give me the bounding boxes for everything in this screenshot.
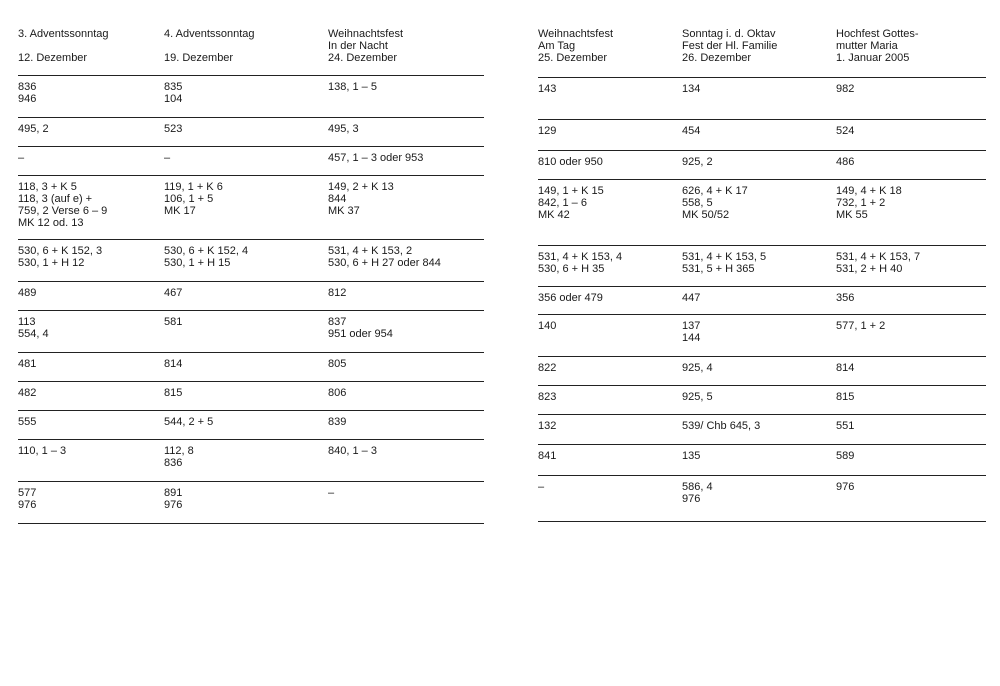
table-row (538, 415, 986, 445)
table-cell (836, 450, 986, 475)
cell-line: MK 17 (164, 205, 196, 217)
column-header-line (164, 40, 328, 52)
table-cell (836, 125, 986, 150)
table-cell (836, 420, 986, 444)
cell-line: 132 (538, 420, 557, 432)
table-cell (18, 245, 164, 281)
cell-line: 486 (836, 156, 855, 168)
table-header (538, 28, 986, 78)
cell-line: 118, 3 (auf e) + (18, 193, 93, 205)
cell-line: 149, 4 + K 18 (836, 185, 902, 197)
cell-line: 113 (18, 316, 36, 328)
table-cell (164, 316, 328, 352)
cell-line: – (538, 481, 545, 493)
table-cell (164, 416, 328, 439)
cell-line: 454 (682, 125, 701, 137)
table-cell (18, 387, 164, 410)
table-cell (538, 185, 682, 245)
table-cell (18, 152, 164, 175)
table-cell (328, 287, 484, 310)
column-header-line: Am Tag (538, 40, 576, 52)
table-cell (538, 83, 682, 119)
table-cell (164, 152, 328, 175)
column-header-line: 26. Dezember (682, 52, 752, 64)
table-cell (538, 320, 682, 356)
cell-line: MK 55 (836, 209, 868, 221)
table-cell (836, 156, 986, 179)
cell-line: 925, 4 (682, 362, 713, 374)
column-header-line: 25. Dezember (538, 52, 608, 64)
table-cell (18, 287, 164, 310)
cell-line: 531, 5 + H 365 (682, 263, 755, 275)
cell-line: 551 (836, 420, 855, 432)
cell-line: 836 (164, 457, 183, 469)
cell-line: 844 (328, 193, 347, 205)
cell-line: 812 (328, 287, 347, 299)
cell-line: 835 (164, 81, 183, 93)
cell-line: 554, 4 (18, 328, 49, 340)
table-cell (538, 450, 682, 475)
table-row (18, 240, 484, 282)
cell-line: 530, 6 + K 152, 3 (18, 245, 103, 257)
cell-line: MK 37 (328, 205, 360, 217)
table-row (538, 315, 986, 357)
table-cell (328, 387, 484, 410)
cell-line: – (328, 487, 335, 499)
table-cell (836, 251, 986, 286)
table-cell (538, 420, 682, 444)
cell-line: 925, 2 (682, 156, 713, 168)
cell-line: 129 (538, 125, 557, 137)
cell-line: 732, 1 + 2 (836, 197, 886, 209)
cell-line: 144 (682, 332, 701, 344)
cell-line: 530, 6 + K 152, 4 (164, 245, 249, 257)
table-cell (164, 181, 328, 239)
column-header-line: 4. Adventssonntag (164, 28, 255, 40)
table-row (538, 386, 986, 415)
cell-line: 822 (538, 362, 557, 374)
table-cell (538, 125, 682, 150)
cell-line: 558, 5 (682, 197, 713, 209)
cell-line: 356 oder 479 (538, 292, 603, 304)
table-row (538, 287, 986, 315)
table-cell (328, 358, 484, 381)
cell-line: 530, 1 + H 15 (164, 257, 231, 269)
cell-line: 495, 3 (328, 123, 359, 135)
column-header-line: 19. Dezember (164, 52, 234, 64)
table-cell (164, 123, 328, 146)
table-row (18, 118, 484, 147)
left-hymn-table (18, 28, 484, 524)
table-cell (538, 481, 682, 521)
table-cell (836, 362, 986, 385)
cell-line: 356 (836, 292, 855, 304)
cell-line: 839 (328, 416, 347, 428)
cell-line: 118, 3 + K 5 (18, 181, 77, 193)
table-cell (18, 445, 164, 481)
table-cell (836, 391, 986, 414)
column-header-line: 12. Dezember (18, 52, 88, 64)
cell-line: 837 (328, 316, 347, 328)
cell-line: 149, 2 + K 13 (328, 181, 394, 193)
cell-line: 581 (164, 316, 183, 328)
cell-line: 539/ Chb 645, 3 (682, 420, 761, 432)
table-cell (836, 292, 986, 314)
cell-line: 976 (18, 499, 37, 511)
cell-line: 530, 6 + H 35 (538, 263, 605, 275)
cell-line: 119, 1 + K 6 (164, 181, 223, 193)
cell-line: 586, 4 (682, 481, 713, 493)
table-row (538, 78, 986, 120)
column-header (18, 28, 164, 75)
table-row (18, 411, 484, 440)
table-cell (538, 156, 682, 179)
cell-line: 806 (328, 387, 347, 399)
cell-line: 523 (164, 123, 183, 135)
cell-line: 457, 1 – 3 oder 953 (328, 152, 424, 164)
cell-line: 531, 4 + K 153, 5 (682, 251, 767, 263)
column-header-line: 3. Adventssonntag (18, 28, 109, 40)
table-row (538, 476, 986, 522)
cell-line: 524 (836, 125, 855, 137)
table-row (18, 76, 484, 118)
cell-line: – (164, 152, 171, 164)
cell-line: 544, 2 + 5 (164, 416, 214, 428)
cell-line: 842, 1 – 6 (538, 197, 587, 209)
cell-line: MK 12 od. 13 (18, 217, 84, 229)
table-cell (164, 81, 328, 117)
column-header (328, 28, 484, 75)
table-cell (328, 152, 484, 175)
column-header (836, 28, 986, 77)
cell-line: 976 (836, 481, 855, 493)
table-row (538, 180, 986, 246)
cell-line: 577, 1 + 2 (836, 320, 886, 332)
column-header-line: Fest der Hl. Familie (682, 40, 778, 52)
table-cell (682, 362, 836, 385)
column-header-line: 24. Dezember (328, 52, 398, 64)
cell-line: 530, 6 + H 27 oder 844 (328, 257, 441, 269)
cell-line: 481 (18, 358, 37, 370)
cell-line: 531, 4 + K 153, 4 (538, 251, 623, 263)
column-header (164, 28, 328, 75)
column-header-line: Sonntag i. d. Oktav (682, 28, 776, 40)
cell-line: 982 (836, 83, 855, 95)
table-cell (682, 185, 836, 245)
table-cell (328, 416, 484, 439)
cell-line: 112, 8 (164, 445, 194, 457)
table-cell (18, 123, 164, 146)
table-cell (538, 251, 682, 286)
table-cell (164, 487, 328, 523)
table-header (18, 28, 484, 76)
table-cell (836, 481, 986, 521)
table-row (18, 147, 484, 176)
table-cell (682, 320, 836, 356)
table-cell (682, 292, 836, 314)
cell-line: 104 (164, 93, 183, 105)
cell-line: 589 (836, 450, 855, 462)
table-cell (164, 445, 328, 481)
cell-line: 467 (164, 287, 183, 299)
cell-line: 140 (538, 320, 557, 332)
table-cell (836, 320, 986, 356)
column-header-line: In der Nacht (328, 40, 388, 52)
cell-line: 946 (18, 93, 37, 105)
cell-line: 810 oder 950 (538, 156, 603, 168)
column-header-line: mutter Maria (836, 40, 898, 52)
table-cell (836, 83, 986, 119)
table-cell (328, 316, 484, 352)
cell-line: 531, 4 + K 153, 7 (836, 251, 921, 263)
cell-line: 489 (18, 287, 37, 299)
table-cell (328, 445, 484, 481)
table-cell (836, 185, 986, 245)
table-cell (328, 487, 484, 523)
cell-line: 530, 1 + H 12 (18, 257, 85, 269)
column-header-line: Weihnachtsfest (538, 28, 614, 40)
cell-line: 149, 1 + K 15 (538, 185, 604, 197)
cell-line: 805 (328, 358, 347, 370)
cell-line: 495, 2 (18, 123, 49, 135)
column-header (682, 28, 836, 77)
table-cell (18, 487, 164, 523)
table-cell (538, 292, 682, 314)
table-cell (682, 251, 836, 286)
table-cell (328, 245, 484, 281)
cell-line: 482 (18, 387, 37, 399)
table-row (18, 440, 484, 482)
cell-line: 925, 5 (682, 391, 713, 403)
column-header-line: Weihnachtsfest (328, 28, 404, 40)
cell-line: 836 (18, 81, 37, 93)
table-cell (164, 387, 328, 410)
table-row (18, 311, 484, 353)
cell-line: 134 (682, 83, 701, 95)
table-cell (682, 83, 836, 119)
cell-line: MK 42 (538, 209, 570, 221)
table-cell (18, 416, 164, 439)
table-cell (328, 181, 484, 239)
table-cell (682, 391, 836, 414)
column-header (538, 28, 682, 77)
cell-line: 106, 1 + 5 (164, 193, 214, 205)
cell-line: 110, 1 – 3 (18, 445, 67, 457)
cell-line: 815 (836, 391, 855, 403)
table-cell (682, 156, 836, 179)
cell-line: – (18, 152, 25, 164)
table-row (538, 120, 986, 151)
cell-line: 143 (538, 83, 557, 95)
cell-line: 951 oder 954 (328, 328, 393, 340)
cell-line: 840, 1 – 3 (328, 445, 377, 457)
table-cell (682, 450, 836, 475)
cell-line: 626, 4 + K 17 (682, 185, 748, 197)
cell-line: 531, 2 + H 40 (836, 263, 903, 275)
table-row (18, 282, 484, 311)
table-row (538, 445, 986, 476)
cell-line: 577 (18, 487, 37, 499)
cell-line: 891 (164, 487, 183, 499)
table-cell (538, 362, 682, 385)
cell-line: 138, 1 – 5 (328, 81, 377, 93)
cell-line: 137 (682, 320, 701, 332)
cell-line: 814 (164, 358, 183, 370)
table-row (538, 357, 986, 386)
column-header-line: Hochfest Gottes- (836, 28, 919, 40)
table-cell (328, 81, 484, 117)
column-header-line (18, 40, 164, 52)
cell-line: 531, 4 + K 153, 2 (328, 245, 413, 257)
table-cell (682, 420, 836, 444)
table-cell (328, 123, 484, 146)
cell-line: 976 (164, 499, 183, 511)
table-row (18, 176, 484, 240)
table-row (18, 382, 484, 411)
column-header-line: 1. Januar 2005 (836, 52, 910, 64)
cell-line: 976 (682, 493, 701, 505)
right-hymn-table (538, 28, 986, 522)
cell-line: 555 (18, 416, 37, 428)
table-row (18, 353, 484, 382)
table-cell (18, 81, 164, 117)
table-cell (18, 358, 164, 381)
table-row (538, 246, 986, 287)
table-cell (164, 245, 328, 281)
cell-line: 841 (538, 450, 557, 462)
table-cell (18, 181, 164, 239)
cell-line: 823 (538, 391, 557, 403)
table-cell (164, 287, 328, 310)
table-cell (682, 481, 836, 521)
cell-line: 815 (164, 387, 183, 399)
cell-line: 447 (682, 292, 701, 304)
cell-line: 135 (682, 450, 701, 462)
table-row (18, 482, 484, 524)
table-cell (164, 358, 328, 381)
table-cell (682, 125, 836, 150)
table-row (538, 151, 986, 180)
table-cell (18, 316, 164, 352)
cell-line: MK 50/52 (682, 209, 730, 221)
cell-line: 814 (836, 362, 855, 374)
cell-line: 759, 2 Verse 6 – 9 (18, 205, 108, 217)
table-cell (538, 391, 682, 414)
